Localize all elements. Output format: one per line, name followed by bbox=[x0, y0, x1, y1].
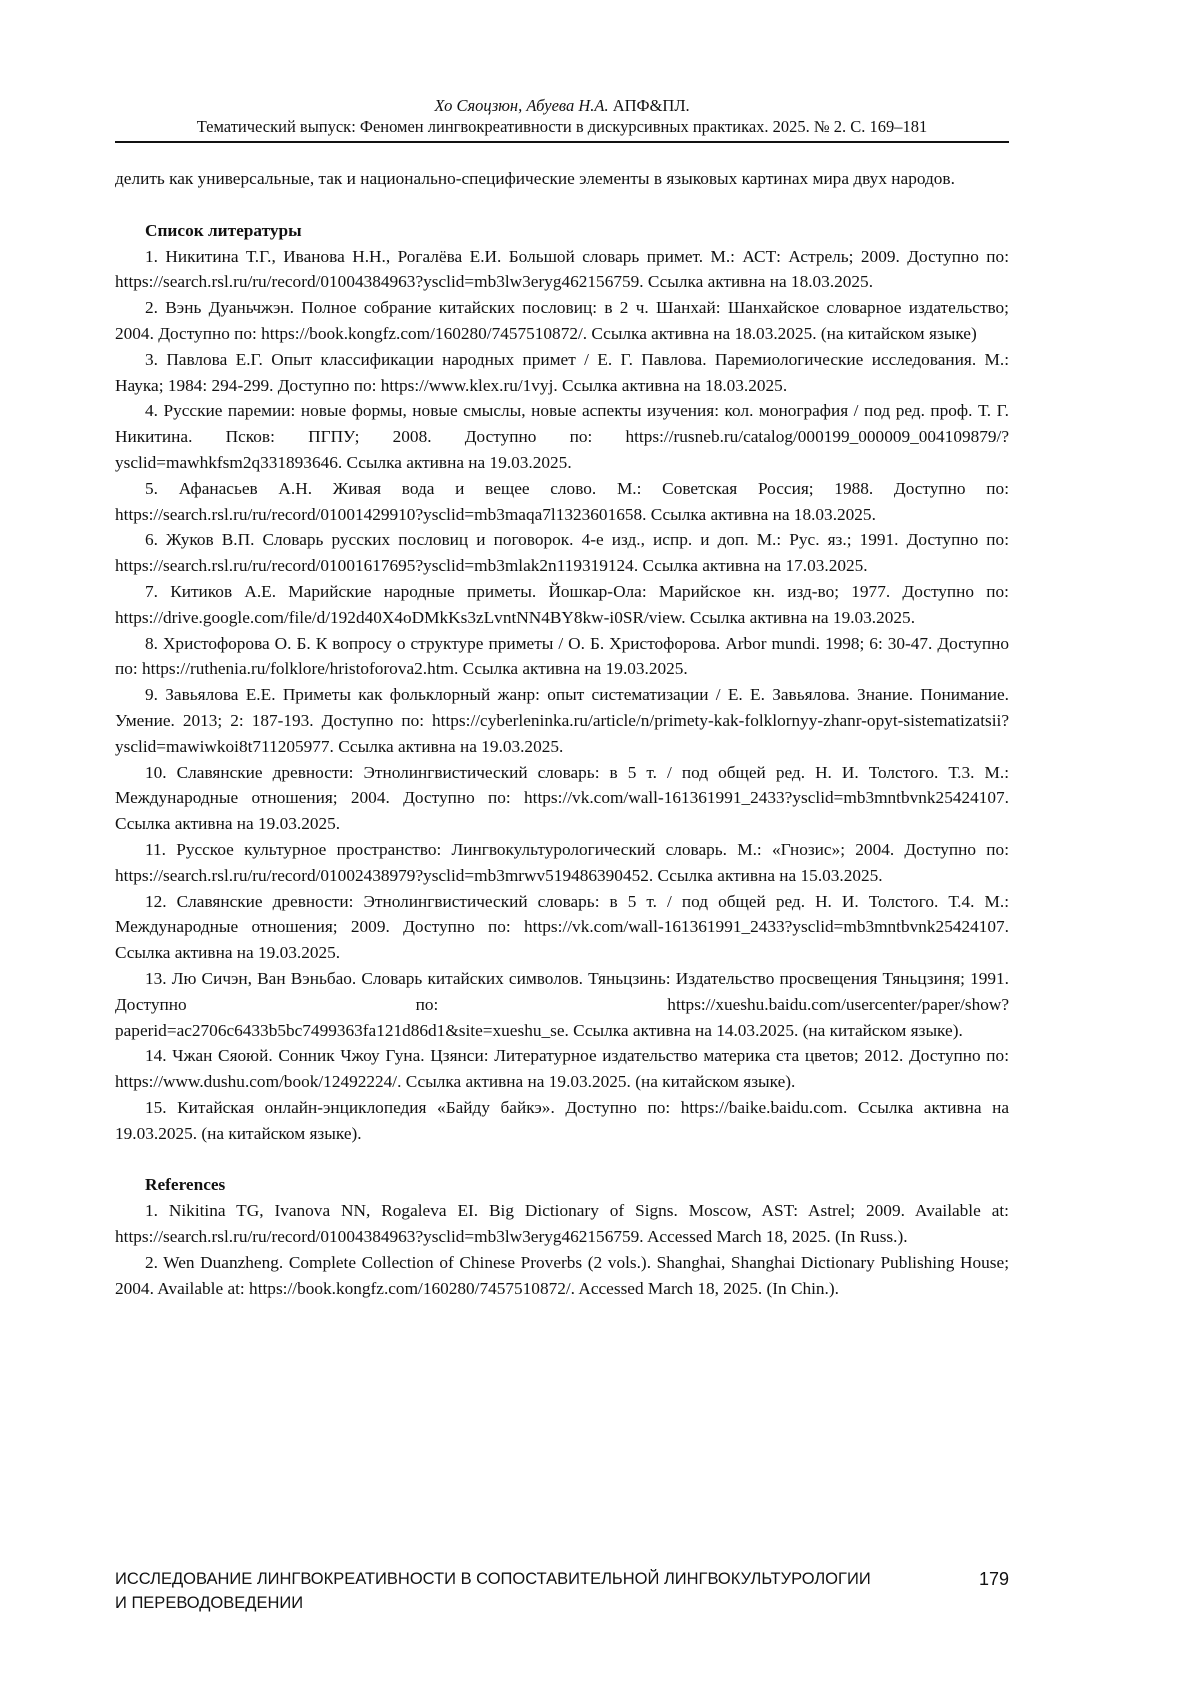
literature-item: 6. Жуков В.П. Словарь русских пословиц и поговорок. 4-е изд., испр. и доп. М.: Рус. яз.; 1991. Доступно по: https://search.rsl.ru/ru/record/01001617695?ysclid=mb3mlak2n119319124. Ссылка активна на 17.03.2025. bbox=[115, 530, 1009, 576]
literature-item: 8. Христофорова О. Б. К вопросу о структуре приметы / О. Б. Христофорова. Arbor mundi. 1998; 6: 30-47. Доступно по: https://ruthenia.ru/folklore/hristoforova2.htm. Ссылка активна на 19.03.2025. bbox=[115, 633, 1009, 679]
header-rule bbox=[115, 141, 1009, 143]
footer-section-title: ИССЛЕДОВАНИЕ ЛИНГВОКРЕАТИВНОСТИ В СОПОСТАВИТЕЛЬНОЙ ЛИНГВОКУЛЬТУРОЛОГИИ И ПЕРЕВОДОВЕДЕНИИ bbox=[115, 1570, 871, 1612]
literature-item: 9. Завьялова Е.Е. Приметы как фольклорный жанр: опыт систематизации / Е. Е. Завьялова. Знание. Понимание. Умение. 2013; 2: 187-193. Доступно по: https://cyberleninka.ru/article/n/primety-kak-folklornyy-zhanr-opyt-sistematizatsii?ysclid=mawiwkoi8t711205977. Ссылка активна на 19.03.2025. bbox=[115, 685, 1009, 756]
running-head-journal: АПФ&ПЛ. bbox=[612, 96, 690, 115]
literature-item: 12. Славянские древности: Этнолингвистический словарь: в 5 т. / под общей ред. Н. И. Толстого. Т.4. М.: Международные отношения; 2009. Доступно по: https://vk.com/wall-161361991_2433?ysclid=mb3mntbvnk25424107. Ссылка активна на 19.03.2025. bbox=[115, 891, 1009, 963]
literature-item: 11. Русское культурное пространство: Лингвокультурологический словарь. М.: «Гнозис»; 2004. Доступно по: https://search.rsl.ru/ru/record/01002438979?ysclid=mb3mrwv519486390452. Ссылка активна на 15.03.2025. bbox=[115, 839, 1009, 885]
article-body bbox=[115, 166, 1009, 1301]
references-item: 2. Wen Duanzheng. Complete Collection of Chinese Proverbs (2 vols.). Shanghai, Shanghai Dictionary Publishing House; 2004. Available at: https://book.kongfz.com/160280/7457510872/. Accessed March 18, 2025. (In Chin.). bbox=[115, 1252, 1009, 1298]
literature-item: 15. Китайская онлайн-энциклопедия «Байду байкэ». Доступно по: https://baike.baidu.com. Ссылка активна на 19.03.2025. (на китайском языке). bbox=[115, 1097, 1009, 1143]
literature-item: 13. Лю Сичэн, Ван Вэньбао. Словарь китайских символов. Тяньцзинь: Издательство просвещения Тяньцзиня; 1991. Доступно по: https://xueshu.baidu.com/usercenter/paper/show?paperid=ac2706c6433b5bc7499363fa121d86d1&site=xueshu_se. Ссылка активна на 14.03.2025. (на китайском языке). bbox=[115, 968, 1009, 1040]
references-title: References bbox=[145, 1175, 226, 1195]
running-head-issue: Тематический выпуск: Феномен лингвокреативности в дискурсивных практиках. 2025. № 2. С. 169–181 bbox=[196, 117, 928, 136]
intro-paragraph: делить как универсальные, так и национально-специфические элементы в языковых картинах мира двух народов. bbox=[115, 169, 955, 188]
literature-item: 1. Никитина Т.Г., Иванова Н.Н., Рогалёва Е.И. Большой словарь примет. М.: АСТ: Астрель; 2009. Доступно по: https://search.rsl.ru/ru/record/01004384963?ysclid=mb3lw3eryg462156759. Ссылка активна на 18.03.2025. bbox=[115, 246, 1009, 292]
literature-item: 5. Афанасьев А.Н. Живая вода и вещее слово. М.: Советская Россия; 1988. Доступно по: https://search.rsl.ru/ru/record/01001429910?ysclid=mb3maqa7l1323601658. Ссылка активна на 18.03.2025. bbox=[115, 478, 1009, 524]
page-number: 179 bbox=[978, 1569, 1009, 1589]
running-head-authors-line bbox=[115, 95, 1009, 116]
running-head bbox=[115, 95, 1009, 137]
literature-item: 3. Павлова Е.Г. Опыт классификации народных примет / Е. Г. Павлова. Паремиологические исследования. М.: Наука; 1984: 294-299. Доступно по: https://www.klex.ru/1vyj. Ссылка активна на 18.03.2025. bbox=[115, 349, 1009, 395]
literature-item: 2. Вэнь Дуаньчжэн. Полное собрание китайских пословиц: в 2 ч. Шанхай: Шанхайское словарное издательство; 2004. Доступно по: https://book.kongfz.com/160280/7457510872/. Ссылка активна на 18.03.2025. (на китайском языке) bbox=[115, 298, 1009, 343]
literature-item: 14. Чжан Сяоюй. Сонник Чжоу Гуна. Цзянси: Литературное издательство материка ста цветов; 2012. Доступно по: https://www.dushu.com/book/12492224/. Ссылка активна на 19.03.2025. (на китайском языке). bbox=[115, 1046, 1009, 1092]
literature-item: 7. Китиков А.Е. Марийские народные приметы. Йошкар-Ола: Марийское кн. изд-во; 1977. Доступно по: https://drive.google.com/file/d/192d40X4oDMkKs3zLvntNN4BY8kw-i0SR/view. Ссылка активна на 19.03.2025. bbox=[115, 581, 1009, 627]
running-head-authors: Хо Сяоцзюн, Абуева Н.А. bbox=[434, 96, 609, 115]
literature-item: 4. Русские паремии: новые формы, новые смыслы, новые аспекты изучения: кол. монография / под ред. проф. Т. Г. Никитина. Псков: ПГПУ; 2008. Доступно по: https://rusneb.ru/catalog/000199_000009_004109879/?ysclid=mawhkfsm2q331893646. Ссылка активна на 19.03.2025. bbox=[115, 401, 1009, 472]
literature-item: 10. Славянские древности: Этнолингвистический словарь: в 5 т. / под общей ред. Н. И. Толстого. Т.3. М.: Международные отношения; 2004. Доступно по: https://vk.com/wall-161361991_2433?ysclid=mb3mntbvnk25424107. Ссылка активна на 19.03.2025. bbox=[115, 762, 1009, 834]
references-item: 1. Nikitina TG, Ivanova NN, Rogaleva EI. Big Dictionary of Signs. Moscow, AST: Astrel; 2009. Available at: https://search.rsl.ru/ru/record/01004384963?ysclid=mb3lw3eryg462156759. Accessed March 18, 2025. (In Russ.). bbox=[115, 1201, 1009, 1247]
literature-title: Список литературы bbox=[145, 220, 302, 240]
